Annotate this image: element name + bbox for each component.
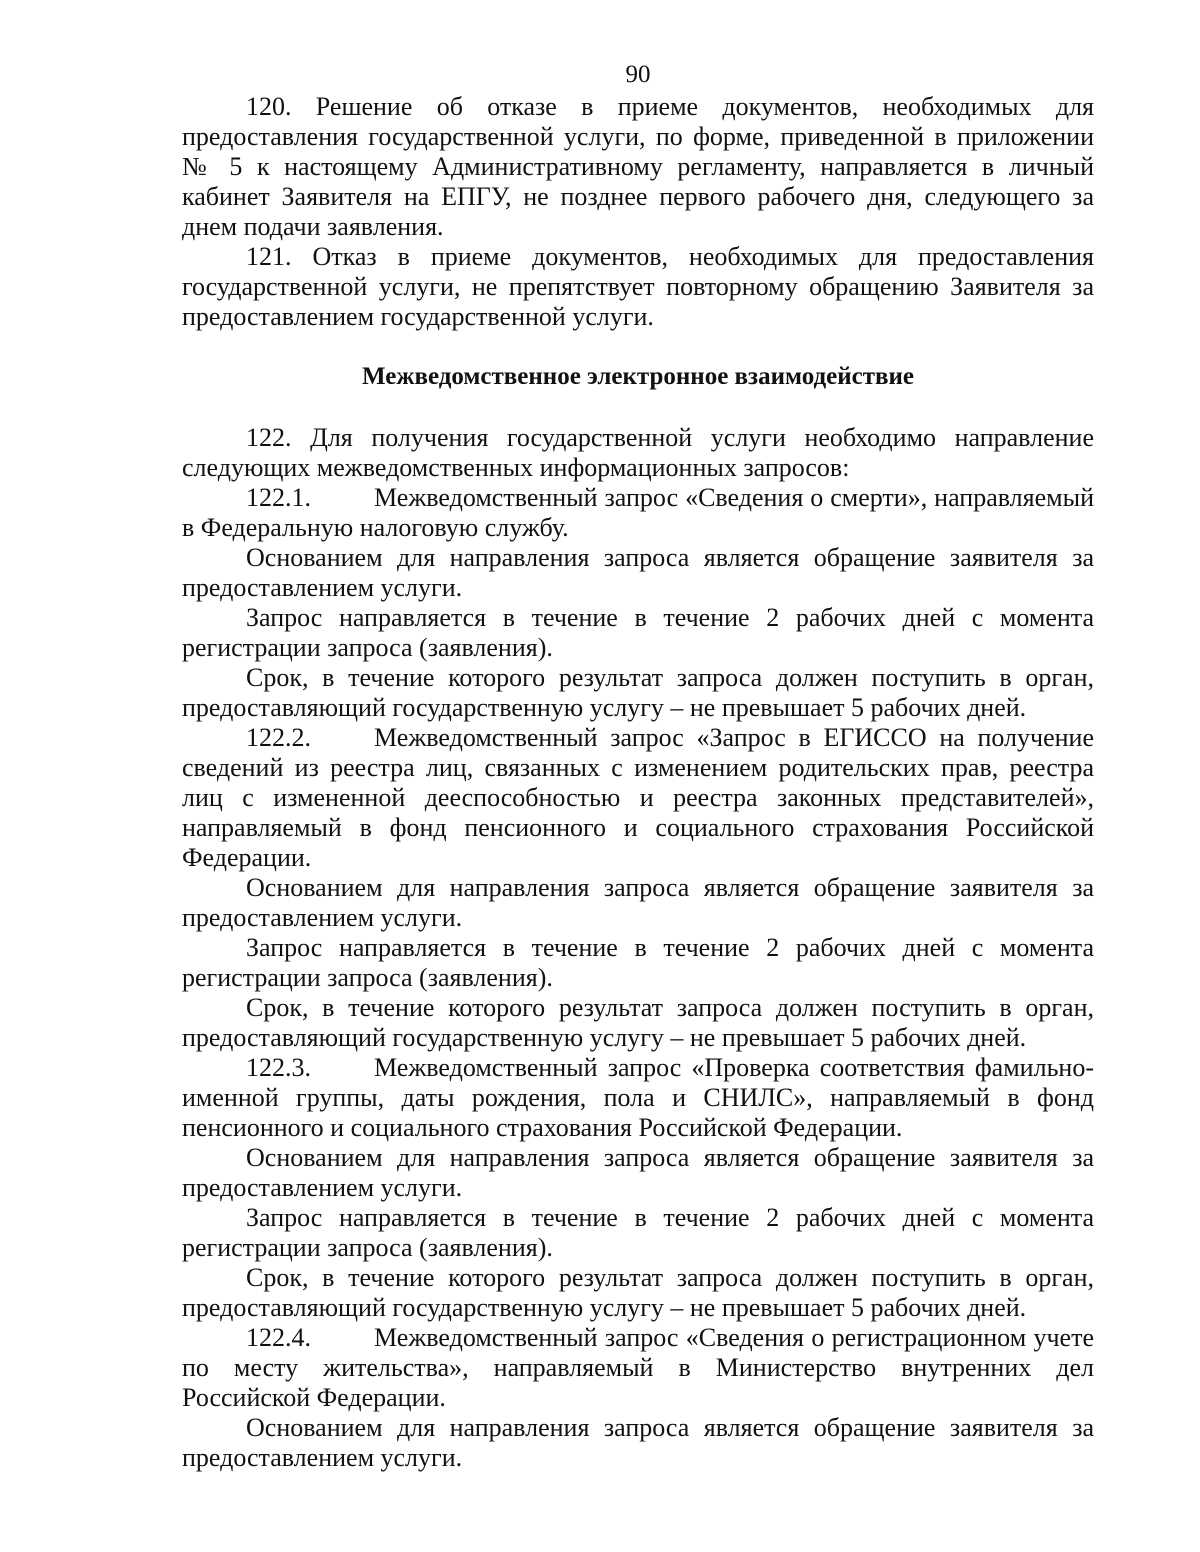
request-122-3-timing: Запрос направляется в течение в течение 2 рабочих дней с момента регистрации запроса (заявления). [182,1203,1094,1262]
request-122-4-basis: Основанием для направления запроса является обращение заявителя за предоставлением услуги. [182,1413,1094,1472]
paragraph-120: 120. Решение об отказе в приеме документов, необходимых для предоставления государственной услуги, по форме, приведенной в приложении № 5 к настоящему Административному регламенту, направляется в личный кабинет Заявителя на ЕПГУ, не позднее первого рабочего дня, следующего за днем подачи заявления. [182,92,1094,241]
request-number: 122.1. [246,483,311,512]
request-122-1-deadline: Срок, в течение которого результат запроса должен поступить в орган, предоставляющий государственную услугу – не превышает 5 рабочих дней. [182,663,1094,722]
request-title: Межведомственный запрос «Проверка соответствия фамильно-именной группы, даты рождения, пола и СНИЛС», направляемый в фонд пенсионного и социального страхования Российской Федерации. [182,1053,1094,1142]
request-122-1-title [182,483,1094,543]
request-122-2-basis: Основанием для направления запроса является обращение заявителя за предоставлением услуги. [182,873,1094,932]
request-122-1-timing: Запрос направляется в течение в течение 2 рабочих дней с момента регистрации запроса (заявления). [182,603,1094,662]
request-title: Межведомственный запрос «Сведения о смерти», направляемый в Федеральную налоговую службу. [182,483,1094,542]
paragraph-122-intro: 122. Для получения государственной услуги необходимо направление следующих межведомственных информационных запросов: [182,423,1094,482]
request-number: 122.2. [246,723,311,752]
request-title: Межведомственный запрос «Сведения о регистрационном учете по месту жительства», направляемый в Министерство внутренних дел Российской Федерации. [182,1323,1094,1412]
request-number: 122.3. [246,1053,311,1082]
request-122-3-title [182,1053,1094,1143]
request-122-2-timing: Запрос направляется в течение в течение 2 рабочих дней с момента регистрации запроса (заявления). [182,933,1094,992]
page-number: 90 [625,61,651,88]
request-122-2-title [182,723,1094,873]
request-122-2-deadline: Срок, в течение которого результат запроса должен поступить в орган, предоставляющий государственную услугу – не превышает 5 рабочих дней. [182,993,1094,1052]
request-122-4-title [182,1323,1094,1413]
request-122-1-basis: Основанием для направления запроса является обращение заявителя за предоставлением услуги. [182,543,1094,602]
request-title: Межведомственный запрос «Запрос в ЕГИССО на получение сведений из реестра лиц, связанных с изменением родительских прав, реестра лиц с измененной дееспособностью и реестра законных представителей», направляемый в фонд пенсионного и социального страхования Российской Федерации. [182,723,1094,872]
request-122-3-basis: Основанием для направления запроса является обращение заявителя за предоставлением услуги. [182,1143,1094,1202]
request-number: 122.4. [246,1323,311,1352]
section-heading: Межведомственное электронное взаимодействие [361,363,915,390]
request-122-3-deadline: Срок, в течение которого результат запроса должен поступить в орган, предоставляющий государственную услугу – не превышает 5 рабочих дней. [182,1263,1094,1322]
document-page [182,60,1094,1473]
paragraph-121: 121. Отказ в приеме документов, необходимых для предоставления государственной услуги, не препятствует повторному обращению Заявителя за предоставлением государственной услуги. [182,242,1094,331]
